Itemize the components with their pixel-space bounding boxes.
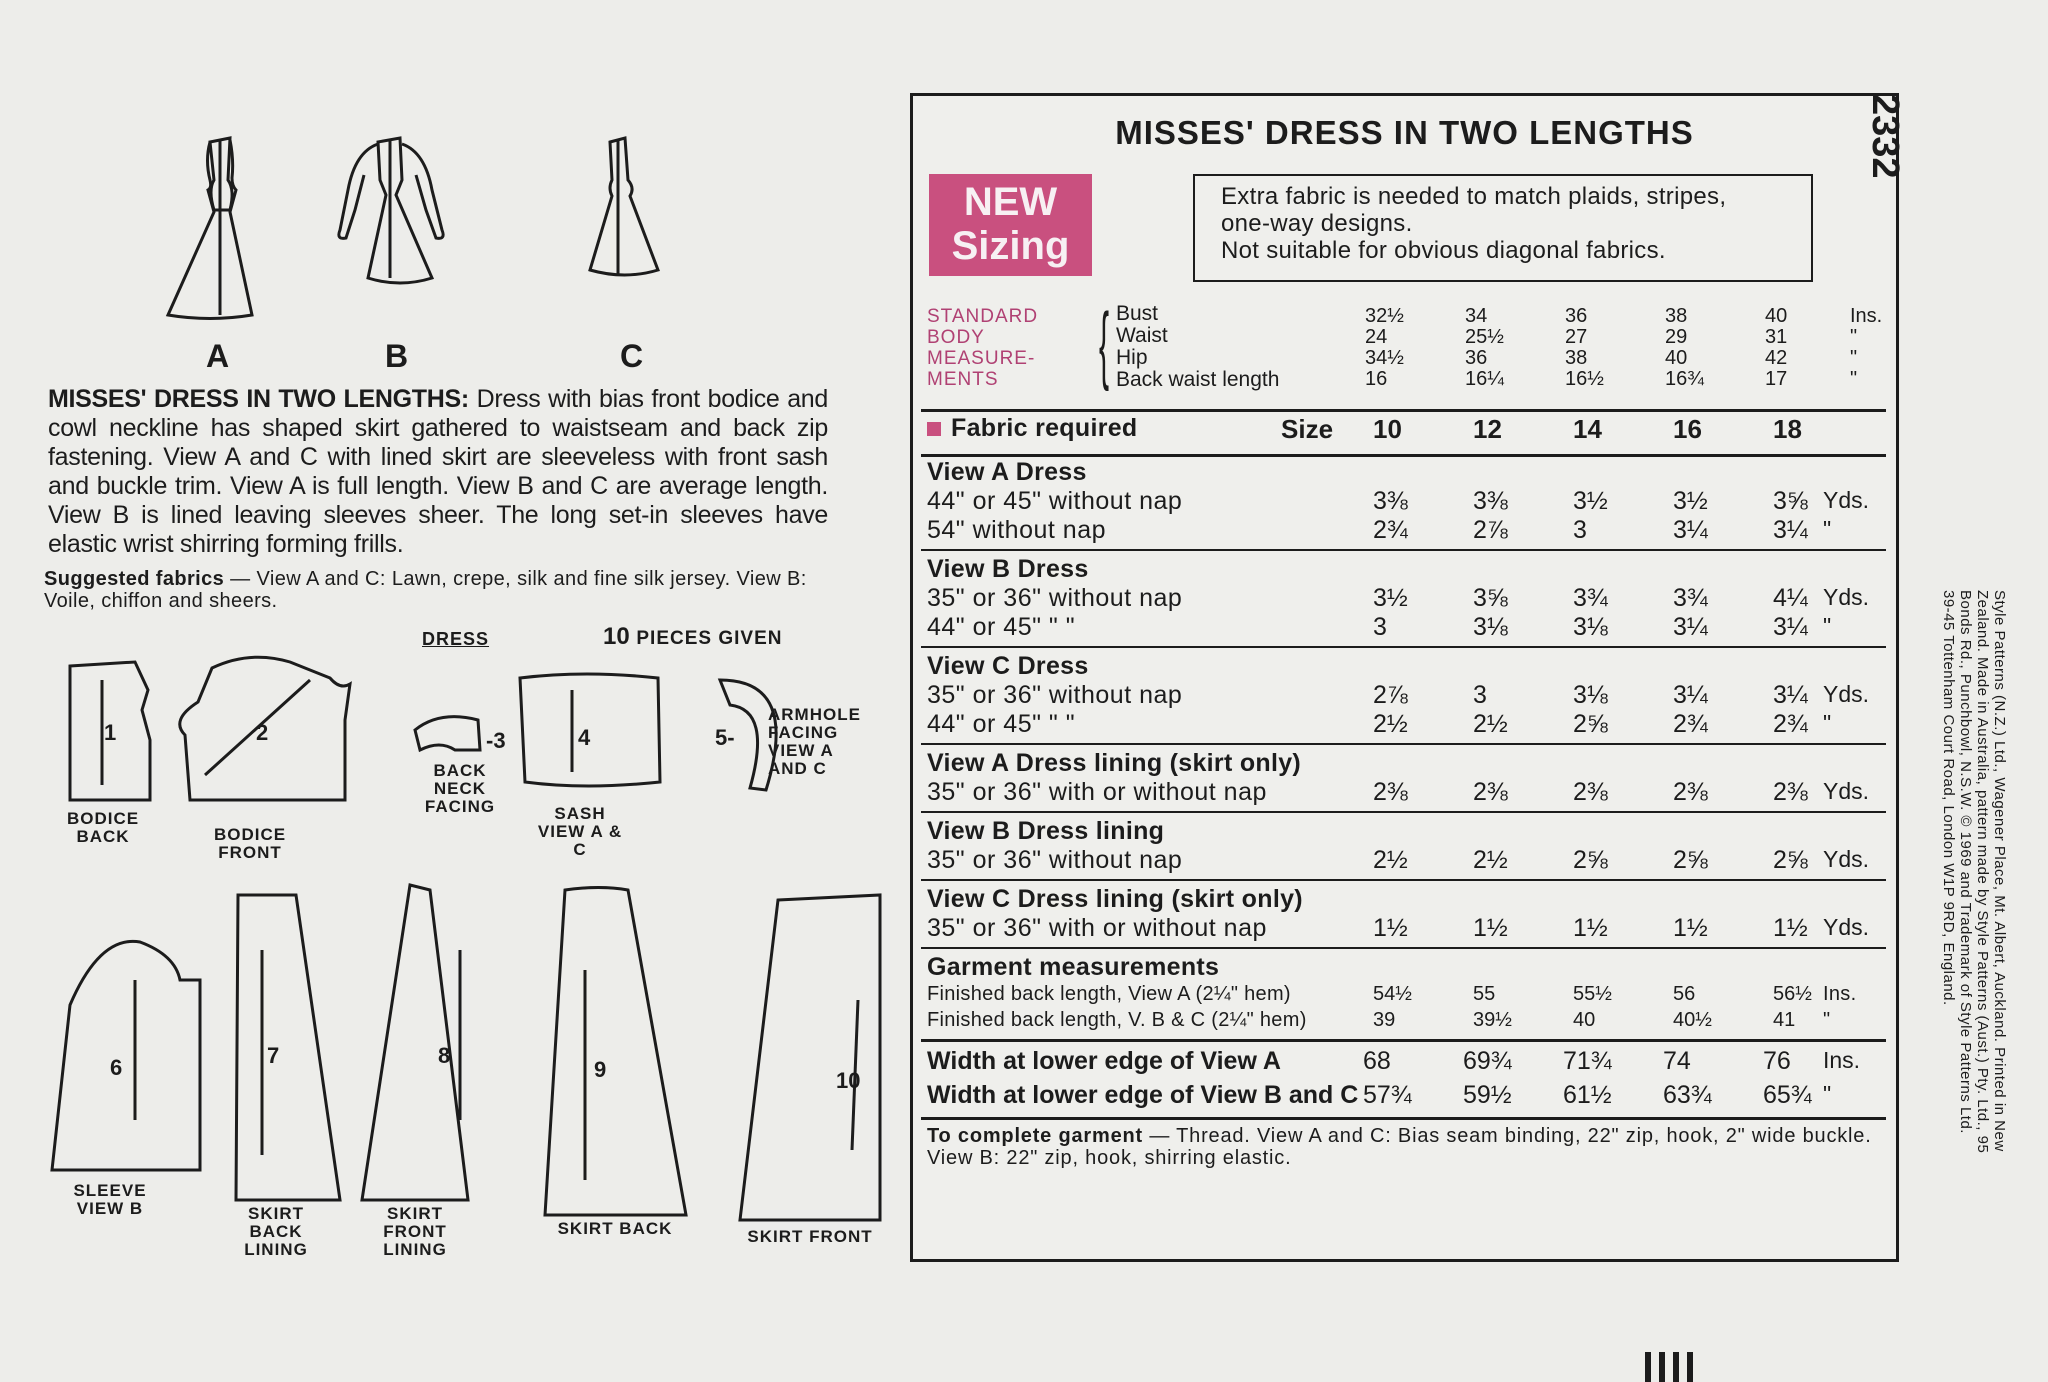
garment-label: Finished back length, View A (2¼" hem) (927, 983, 1291, 1005)
brace-icon: { (1099, 296, 1110, 392)
body-label: Back waist length (1116, 368, 1280, 391)
fabric-value: 3¼ (1773, 516, 1808, 544)
fabric-unit: " (1823, 613, 1832, 639)
body-value: 16¼ (1465, 368, 1504, 390)
body-value: 24 (1365, 326, 1388, 348)
fabric-value: 3¼ (1673, 681, 1708, 709)
piece-9-shape (545, 888, 686, 1216)
body-unit: Ins. (1850, 305, 1883, 327)
fabric-value: 2⅞ (1373, 681, 1408, 709)
fabric-value: 3½ (1573, 487, 1608, 515)
width-value: 65¾ (1763, 1081, 1812, 1109)
fabric-value: 3 (1573, 516, 1587, 544)
garment-value: 55 (1473, 983, 1496, 1005)
piece-1-label: BODICE BACK (66, 809, 140, 846)
fabric-unit: Yds. (1823, 681, 1870, 707)
piece-6-number: 6 (110, 1055, 123, 1080)
fabric-chart (910, 93, 1899, 1262)
fabric-value: 4¼ (1773, 584, 1808, 612)
fabric-value: 2¾ (1373, 516, 1408, 544)
body-value: 42 (1765, 347, 1788, 369)
garment-unit: Ins. (1823, 983, 1857, 1005)
dress-description (48, 385, 828, 559)
width-unit: " (1823, 1081, 1832, 1107)
body-value: 31 (1765, 326, 1788, 348)
fabric-marker-icon (927, 422, 941, 436)
fabric-value: 3 (1473, 681, 1487, 709)
piece-count (603, 623, 782, 651)
fabric-unit: Yds. (1823, 584, 1870, 610)
piece-1-number: 1 (104, 720, 117, 745)
garment-unit: " (1823, 1009, 1831, 1031)
piece-2-label: BODICE FRONT (213, 825, 287, 862)
garment-value: 40½ (1673, 1009, 1712, 1031)
fabric-value: 2⅜ (1373, 778, 1408, 806)
size-label: Size (1281, 414, 1334, 444)
fabric-value: 3⅜ (1373, 487, 1408, 515)
piece-8-label: SKIRT FRONT LINING (383, 1204, 447, 1259)
body-value: 36 (1465, 347, 1488, 369)
width-label: Width at lower edge of View A (927, 1047, 1281, 1075)
width-value: 63¾ (1663, 1081, 1712, 1109)
note-line: one-way designs. (1221, 210, 1413, 237)
fabric-row-label: 35" or 36" without nap (927, 584, 1183, 612)
piece-6-shape (52, 941, 200, 1170)
piece-9-label: SKIRT BACK (557, 1219, 673, 1238)
fabric-value: 1½ (1373, 914, 1408, 942)
width-unit: Ins. (1823, 1047, 1861, 1073)
fabric-value: 3 (1373, 613, 1387, 641)
dress-views-illustration (150, 130, 710, 330)
fabric-value: 2⅜ (1673, 778, 1708, 806)
fabric-value: 3¼ (1773, 613, 1808, 641)
suggested-label: Suggested fabrics (44, 568, 225, 590)
piece-6-label: SLEEVE VIEW B (73, 1181, 147, 1218)
fabric-unit: Yds. (1823, 846, 1870, 872)
piece-7-shape (236, 895, 340, 1200)
body-value: 16½ (1565, 368, 1604, 390)
piece-5-number: 5- (715, 725, 735, 750)
body-label: Bust (1116, 302, 1159, 325)
fabric-value: 2⅞ (1473, 516, 1508, 544)
body-value: 34½ (1365, 347, 1404, 369)
width-value: 57¾ (1363, 1081, 1412, 1109)
std-line: STANDARD (927, 306, 1039, 327)
garment-value: 56 (1673, 983, 1696, 1005)
body-value: 36 (1565, 305, 1588, 327)
section-heading: View C Dress (927, 652, 1089, 680)
std-line: BODY (927, 327, 985, 348)
description-text: Dress with bias front bodice and cowl neckline has shaped skirt gathered to waistseam and back zip fastening. View A and C with lined skirt are sleeveless with front sash and buckle trim. View A is full length. View B and C are average length. View B is lined leaving sleeves sheer. The long set-in sleeves have elastic wrist shirring forming frills. (48, 385, 829, 558)
badge-line-1: NEW (963, 180, 1058, 224)
std-line: MENTS (927, 369, 999, 390)
view-c-letter: C (620, 338, 644, 374)
piece-7-number: 7 (267, 1043, 280, 1068)
fabric-value: 2½ (1473, 710, 1508, 738)
piece-4-label: SASH VIEW A & C (537, 804, 623, 859)
section-heading: View C Dress lining (skirt only) (927, 885, 1303, 913)
piece-10-label: SKIRT FRONT (747, 1227, 873, 1246)
divider (921, 879, 1886, 881)
fabric-value: 3¾ (1673, 584, 1708, 612)
garment-value: 39½ (1473, 1009, 1512, 1031)
garment-label: Finished back length, V. B & C (2¼" hem) (927, 1009, 1307, 1031)
divider (921, 454, 1886, 457)
body-value: 29 (1665, 326, 1688, 348)
fabric-row-label: 44" or 45" " " (927, 613, 1076, 641)
width-value: 76 (1763, 1047, 1791, 1075)
section-heading: View A Dress (927, 458, 1087, 486)
piece-7-label: SKIRT BACK LINING (244, 1204, 308, 1259)
garment-value: 55½ (1573, 983, 1612, 1005)
garment-value: 41 (1773, 1009, 1796, 1031)
piece-4-number: 4 (578, 725, 591, 750)
divider (921, 743, 1886, 745)
imprint-line: 39-45 Tottenham Court Road, London W1P 9RD, England. (1940, 590, 1957, 1006)
complete-label: To complete garment (927, 1125, 1143, 1147)
size-header: 14 (1573, 414, 1602, 444)
fabric-value: 3⅛ (1573, 613, 1608, 641)
imprint-line: Style Patterns (N.Z.) Ltd., Wagener Place, Mt. Albert, Auckland. Printed in New (1991, 590, 2008, 1152)
fabric-value: 2½ (1473, 846, 1508, 874)
body-value: 16 (1365, 368, 1388, 390)
garment-value: 56½ (1773, 983, 1812, 1005)
piece-count-label: PIECES GIVEN (636, 628, 783, 649)
fabric-value: 3¼ (1673, 516, 1708, 544)
fabric-value: 2⅝ (1573, 846, 1608, 874)
fabric-value: 3¼ (1673, 613, 1708, 641)
fabric-row-label: 35" or 36" with or without nap (927, 914, 1267, 942)
body-value: 34 (1465, 305, 1488, 327)
imprint-line: Zealand. Made in Australia, pattern made by Style Patterns (Aust.) Pty. Ltd., 95 (1974, 590, 1991, 1154)
standard-body-label (927, 306, 1038, 390)
fabric-value: 3⅛ (1573, 681, 1608, 709)
suggested-text: — View A and C: Lawn, crepe, silk and fine silk jersey. View B: Voile, chiffon and sheers. (44, 568, 807, 612)
width-label: Width at lower edge of View B and C (927, 1081, 1359, 1109)
garment-value: 40 (1573, 1009, 1596, 1031)
fabric-value: 1½ (1573, 914, 1608, 942)
complete-text: — Thread. View A and C: Bias seam binding, 22" zip, hook, 2" wide buckle. View B: 22" zip, hook, shirring elastic. (927, 1125, 1872, 1169)
fabric-row-label: 35" or 36" without nap (927, 681, 1183, 709)
body-value: 38 (1565, 347, 1588, 369)
body-value: 17 (1765, 368, 1788, 390)
fabric-row-label: 44" or 45" " " (927, 710, 1076, 738)
divider (921, 811, 1886, 813)
width-value: 71¾ (1563, 1047, 1612, 1075)
fabric-unit: Yds. (1823, 487, 1870, 513)
fabric-unit: Yds. (1823, 778, 1870, 804)
barcode-marks (1645, 1352, 1705, 1382)
divider (921, 1039, 1886, 1042)
garment-heading: Garment measurements (927, 953, 1220, 981)
fabric-value: 3⅝ (1473, 584, 1508, 612)
fabric-value: 3⅜ (1473, 487, 1508, 515)
fabric-value: 3⅝ (1773, 487, 1808, 515)
body-value: 40 (1665, 347, 1688, 369)
body-value: 25½ (1465, 326, 1504, 348)
piece-3-shape (415, 717, 480, 750)
description-title: MISSES' DRESS IN TWO LENGTHS: (48, 385, 469, 413)
chart-title: MISSES' DRESS IN TWO LENGTHS (1115, 114, 1694, 151)
fabric-row-label: 54" without nap (927, 516, 1106, 544)
width-value: 69¾ (1463, 1047, 1512, 1075)
body-unit: " (1850, 326, 1858, 348)
body-measure-labels (1116, 303, 1279, 391)
fabric-row-label: 35" or 36" with or without nap (927, 778, 1267, 806)
view-b-letter: B (385, 338, 409, 374)
fabric-value: 1½ (1473, 914, 1508, 942)
body-value: 27 (1565, 326, 1588, 348)
fabric-value: 3½ (1673, 487, 1708, 515)
body-value: 32½ (1365, 305, 1404, 327)
divider (921, 646, 1886, 648)
fabric-value: 2½ (1373, 710, 1408, 738)
body-unit: " (1850, 347, 1858, 369)
std-line: MEASURE- (927, 348, 1036, 369)
piece-count-number: 10 (603, 623, 630, 650)
fabric-value: 3½ (1373, 584, 1408, 612)
fabric-value: 2⅝ (1773, 846, 1808, 874)
divider (921, 409, 1886, 412)
fabric-value: 1½ (1773, 914, 1808, 942)
section-heading: View A Dress lining (skirt only) (927, 749, 1302, 777)
pattern-number: 2332 (1864, 94, 1906, 179)
fabric-value: 2¾ (1673, 710, 1708, 738)
divider (921, 549, 1886, 551)
piece-10-number: 10 (836, 1068, 861, 1093)
fabric-value: 2½ (1373, 846, 1408, 874)
piece-10-shape (740, 895, 880, 1220)
suggested-fabrics (44, 568, 824, 612)
fabric-unit: " (1823, 516, 1832, 542)
divider (921, 1117, 1886, 1120)
fabric-value: 3¾ (1573, 584, 1608, 612)
badge-line-2: Sizing (951, 224, 1070, 268)
width-value: 59½ (1463, 1081, 1512, 1109)
size-header: 10 (1373, 414, 1402, 444)
piece-5-label: ARMHOLE FACING VIEW A AND C (768, 705, 861, 778)
dress-pieces-label: DRESS (422, 629, 490, 649)
piece-2-number: 2 (256, 720, 269, 745)
fabric-unit: " (1823, 710, 1832, 736)
garment-value: 54½ (1373, 983, 1412, 1005)
piece-3-number: -3 (486, 728, 506, 753)
size-header: 12 (1473, 414, 1502, 444)
view-c-sketch (590, 138, 658, 275)
width-value: 74 (1663, 1047, 1691, 1075)
fabric-value: 3¼ (1773, 681, 1808, 709)
imprint-line: Bonds Rd., Punchbowl, N.S.W. © 1969 and Trademark of Style Patterns Ltd. (1957, 590, 1974, 1134)
body-unit: " (1850, 368, 1858, 390)
note-line: Extra fabric is needed to match plaids, stripes, (1221, 183, 1727, 210)
fabric-value: 2¾ (1773, 710, 1808, 738)
size-header: 18 (1773, 414, 1802, 444)
body-value: 40 (1765, 305, 1788, 327)
view-a-letter: A (206, 338, 230, 374)
fabric-value: 2⅜ (1573, 778, 1608, 806)
imprint (1918, 590, 2018, 1240)
fabric-unit: Yds. (1823, 914, 1870, 940)
divider (921, 947, 1886, 949)
fabric-note (1193, 174, 1813, 282)
fabric-value: 2⅝ (1573, 710, 1608, 738)
body-value: 16¾ (1665, 368, 1704, 390)
fabric-value: 3⅛ (1473, 613, 1508, 641)
piece-9-number: 9 (594, 1057, 607, 1082)
fabric-value: 2⅜ (1773, 778, 1808, 806)
piece-8-shape (362, 885, 468, 1200)
section-heading: View B Dress lining (927, 817, 1165, 845)
notions (927, 1125, 1882, 1169)
body-label: Waist (1116, 324, 1168, 347)
body-value: 38 (1665, 305, 1688, 327)
fabric-row-label: 44" or 45" without nap (927, 487, 1183, 515)
new-sizing-badge (929, 174, 1092, 276)
body-label: Hip (1116, 346, 1148, 369)
width-value: 61½ (1563, 1081, 1612, 1109)
fabric-value: 2⅜ (1473, 778, 1508, 806)
size-header: 16 (1673, 414, 1702, 444)
garment-value: 39 (1373, 1009, 1396, 1031)
piece-3-label: BACK NECK FACING (424, 761, 496, 816)
fabric-required-label: Fabric required (951, 414, 1138, 442)
fabric-value: 2⅝ (1673, 846, 1708, 874)
width-value: 68 (1363, 1047, 1391, 1075)
section-heading: View B Dress (927, 555, 1089, 583)
piece-8-number: 8 (438, 1043, 451, 1068)
fabric-value: 1½ (1673, 914, 1708, 942)
note-line: Not suitable for obvious diagonal fabrics. (1221, 237, 1666, 264)
fabric-row-label: 35" or 36" without nap (927, 846, 1183, 874)
